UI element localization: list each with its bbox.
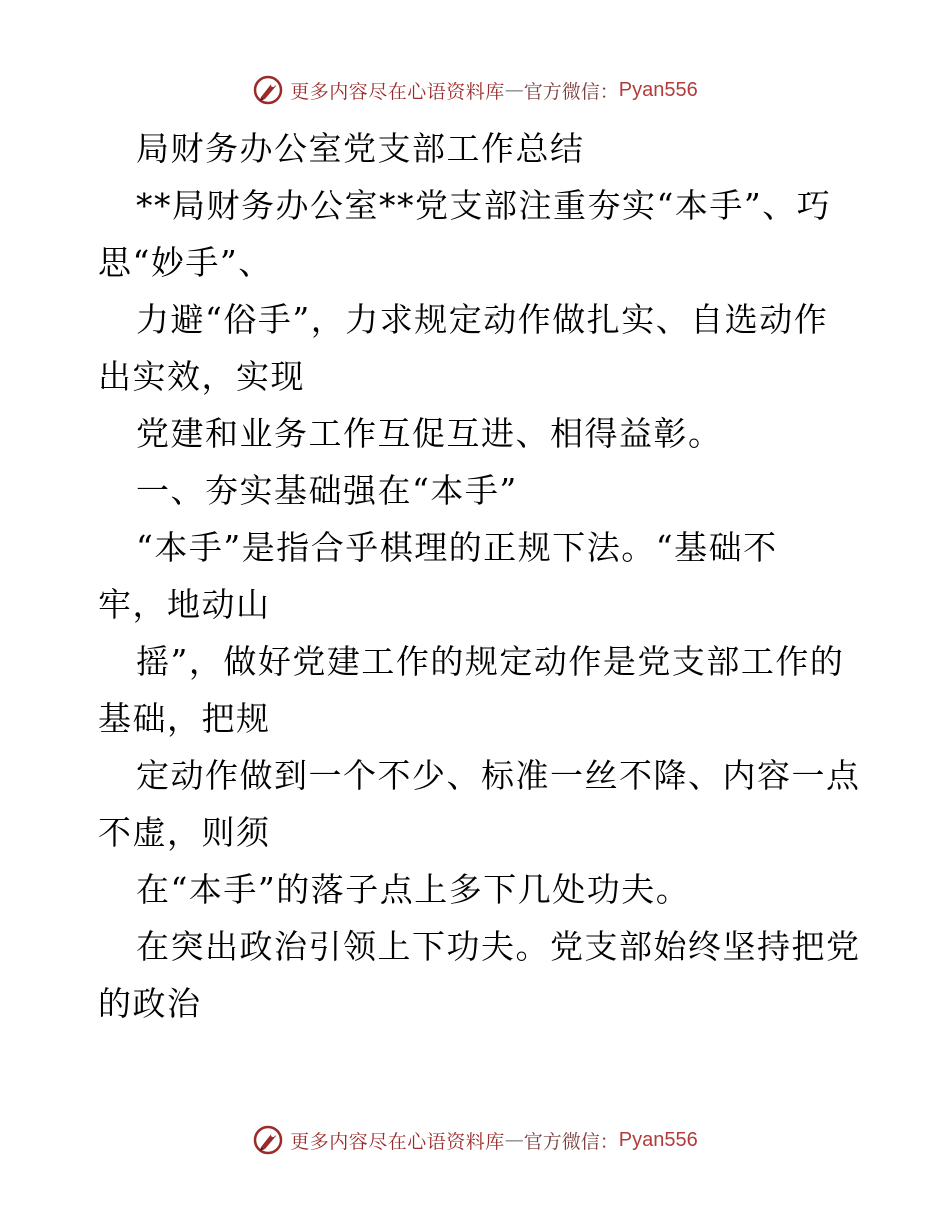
pen-logo-icon — [252, 74, 284, 106]
banner-text: 更多内容尽在心语资料库 — [290, 80, 505, 103]
banner-wechat-label: 官方微信： — [523, 80, 619, 103]
document-body — [98, 120, 861, 1032]
banner-dash: — — [504, 79, 524, 101]
paragraph-line: 不虚，则须 — [98, 813, 271, 852]
paragraph-line: 在“本手”的落子点上多下几处功夫。 — [136, 870, 691, 909]
paragraph-line: 基础，把规 — [98, 699, 271, 738]
paragraph-line: 的政治 — [98, 984, 202, 1023]
footer-watermark-banner — [0, 1120, 950, 1160]
section-heading: 一、夯实基础强在“本手” — [136, 471, 518, 510]
paragraph-line: 出实效，实现 — [98, 357, 305, 396]
document-title: 局财务办公室党支部工作总结 — [136, 129, 585, 168]
paragraph-line: “本手”是指合乎棋理的正规下法。“基础不 — [136, 528, 778, 567]
pen-logo-icon — [252, 1124, 284, 1156]
paragraph-line: 定动作做到一个不少、标准一丝不降、内容一点 — [136, 756, 861, 795]
header-watermark-banner — [0, 70, 950, 110]
paragraph-line: 在突出政治引领上下功夫。党支部始终坚持把党 — [136, 927, 861, 966]
banner-wechat-id: Pyan556 — [618, 1128, 698, 1151]
paragraph-line: 摇”，做好党建工作的规定动作是党支部工作的 — [136, 642, 845, 681]
paragraph-line: 力避“俗手”，力求规定动作做扎实、自选动作 — [136, 300, 829, 339]
paragraph-line: 党建和业务工作互促互进、相得益彰。 — [136, 414, 723, 453]
paragraph-line: 牢，地动山 — [98, 585, 271, 624]
banner-text: 更多内容尽在心语资料库 — [290, 1130, 505, 1153]
paragraph-line: **局财务办公室**党支部注重夯实“本手”、巧 — [136, 186, 832, 225]
paragraph-line: 思“妙手”、 — [98, 243, 273, 282]
banner-dash: — — [504, 1129, 524, 1151]
banner-wechat-label: 官方微信： — [523, 1130, 619, 1153]
banner-wechat-id: Pyan556 — [618, 78, 698, 101]
